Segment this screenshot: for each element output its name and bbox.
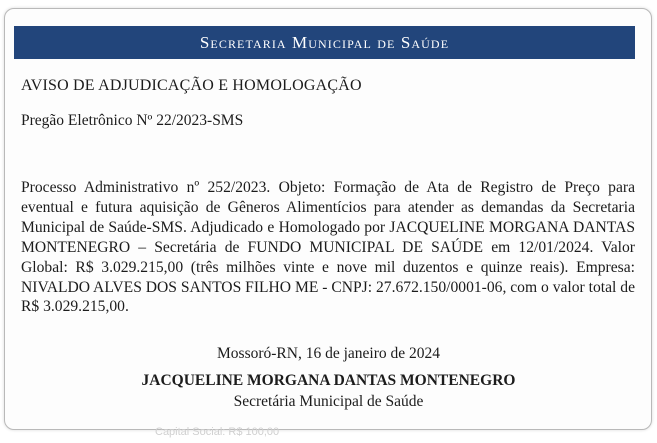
notice-subtitle: Pregão Eletrônico Nº 22/2023-SMS [21, 112, 244, 129]
ghost-footer-text: Capital Social: R$ 100,00 [155, 426, 280, 438]
notice-title: AVISO DE ADJUDICAÇÃO E HOMOLOGAÇÃO [21, 77, 362, 94]
signer-name: JACQUELINE MORGANA DANTAS MONTENEGRO [141, 372, 516, 389]
header-title: Secretaria Municipal de Saúde [199, 32, 450, 52]
header-bar [14, 26, 635, 59]
date-line: Mossoró-RN, 16 de janeiro de 2024 [217, 345, 440, 362]
signer-role: Secretária Municipal de Saúde [233, 393, 424, 410]
notice-body: Processo Administrativo nº 252/2023. Objeto: Formação de Ata de Registro de Preço para eventual e futura aquisição de Gêneros Alimentícios para atender as demandas da Secretaria Municipal de Saúde-SMS. Adjudicado e Homologado por JACQUELINE MORGANA DANTAS MONTENEGRO – Secretária de FUNDO MUNICIPAL DE SAÚDE em 12/01/2024. Valor Global: R$ 3.029.215,00 (três milhões vinte e nove mil duzentos e quinze reais). Empresa: NIVALDO ALVES DOS SANTOS FILHO ME - CNPJ: 27.672.150/0001-06, com o valor total de R$ 3.029.215,00. [21, 179, 635, 316]
